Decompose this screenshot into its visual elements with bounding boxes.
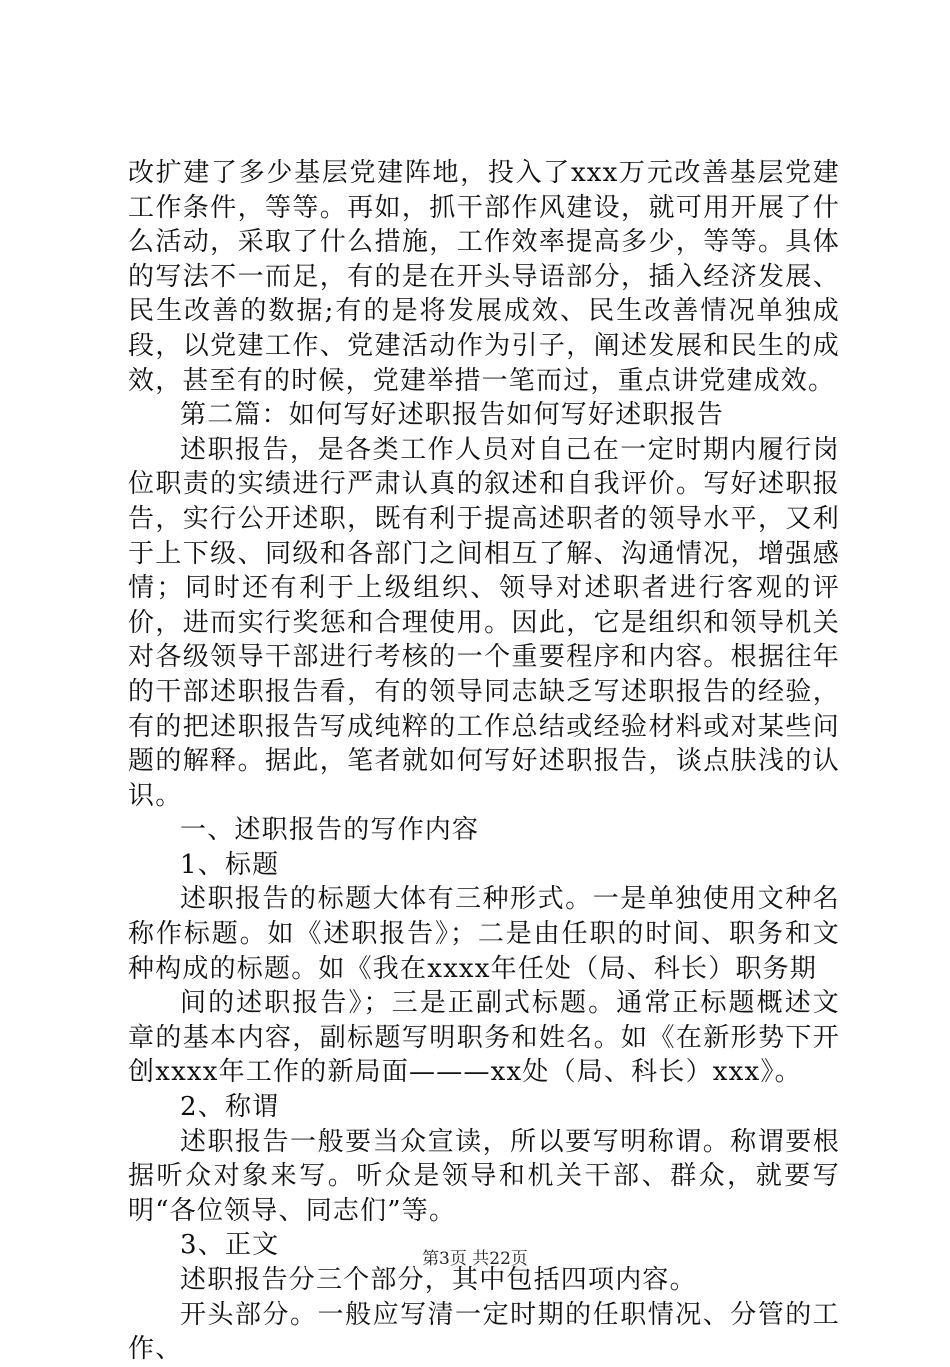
paragraph-main-text-parts: 述职报告分三个部分，其中包括四项内容。 xyxy=(180,1265,697,1295)
paragraph-title-forms: 述职报告的标题大体有三种形式。一是单独使用文种名称作标题。如《述职报告》；二是由任职的时间、职务和文种构成的标题。如《我在xxxx年任处（局、科长）职务期 xyxy=(128,884,840,984)
paragraph-intro: 述职报告，是各类工作人员对自己在一定时期内履行岗位职责的实绩进行严肃认真的叙述和自我评价。写好述职报告，实行公开述职，既有利于提高述职者的领导水平，又利于上下级、同级和各部门之间相互了解、沟通情况，增强感情；同时还有利于上级组织、领导对述职者进行客观的评价，进而实行奖惩和合理使用。因此，它是组织和领导机关对各级领导干部进行考核的一个重要程序和内容。根据往年的干部述职报告看，有的领导同志缺乏写述职报告的经验，有的把述职报告写成纯粹的工作总结或经验材料或对某些问题的解释。据此，笔者就如何写好述职报告，谈点肤浅的认识。 xyxy=(128,434,840,811)
heading-title: 1、标题 xyxy=(180,849,280,880)
paragraph-1: 改扩建了多少基层党建阵地，投入了xxx万元改善基层党建工作条件，等等。再如，抓干部作风建设，就可用开展了什么活动，采取了什么措施，工作效率提高多少，等等。具体的写法不一而足，有的是在开头导语部分，插入经济发展、民生改善的数据;有的是将发展成效、民生改善情况单独成段，以党建工作、党建活动作为引子，阐述发展和民生的成效，甚至有的时候，党建举措一笔而过，重点讲党建成效。 xyxy=(128,158,840,396)
paragraph-salutation: 述职报告一般要当众宣读，所以要写明称谓。称谓要根据听众对象来写。听众是领导和机关干部、群众，就要写明“各位领导、同志们”等。 xyxy=(128,1126,840,1226)
paragraph-opening-part: 开头部分。一般应写清一定时期的任职情况、分管的工作、 xyxy=(128,1299,840,1365)
page-number-footer: 第3页 共22页 xyxy=(422,1249,528,1269)
document-body xyxy=(128,156,840,1367)
heading-writing-content: 一、述职报告的写作内容 xyxy=(180,815,480,846)
section-heading-chapter-two: 第二篇：如何写好述职报告如何写好述职报告 xyxy=(180,400,725,431)
paragraph-title-forms-continued: 间的述职报告》；三是正副式标题。通常正标题概述文章的基本内容，副标题写明职务和姓名。如《在新形势下开创xxxx年工作的新局面———xx处（局、科长）xxx》。 xyxy=(128,988,840,1088)
heading-main-text: 3、正文 xyxy=(180,1230,280,1261)
heading-salutation: 2、称谓 xyxy=(180,1092,280,1123)
